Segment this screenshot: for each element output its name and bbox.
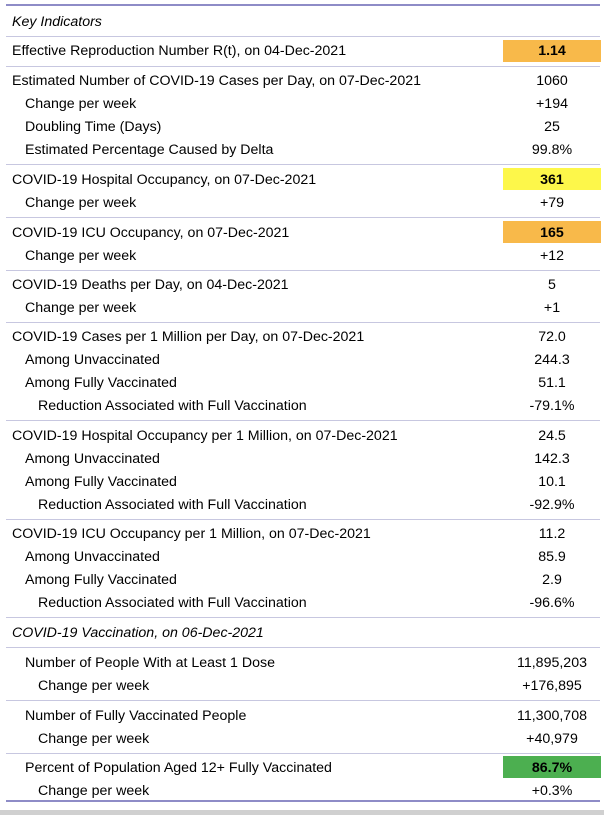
row-value: -92.9% xyxy=(529,497,575,513)
row-label: COVID-19 Hospital Occupancy, on 07-Dec-2021 xyxy=(12,172,317,188)
row-value: 10.1 xyxy=(538,474,566,490)
row-label: Change per week xyxy=(38,731,150,747)
row-value: 1060 xyxy=(536,73,568,89)
divider xyxy=(6,164,600,165)
row-label: Among Unvaccinated xyxy=(25,352,160,368)
row-value: 142.3 xyxy=(534,451,570,467)
row-value: 99.8% xyxy=(531,142,573,158)
row-value: 72.0 xyxy=(538,329,566,345)
row-label: Reduction Associated with Full Vaccination xyxy=(38,398,307,414)
window-bottom-edge xyxy=(0,810,604,815)
divider xyxy=(6,647,600,648)
row-label: COVID-19 Deaths per Day, on 04-Dec-2021 xyxy=(12,277,289,293)
bottom-rule xyxy=(6,800,600,802)
row-value: 1.14 xyxy=(538,43,566,59)
row-value: 86.7% xyxy=(531,760,573,776)
row-value: 361 xyxy=(540,172,564,188)
row-label: Estimated Number of COVID-19 Cases per Day, on 07-Dec-2021 xyxy=(12,73,421,89)
row-value: 11.2 xyxy=(538,526,566,542)
divider xyxy=(6,217,600,218)
top-rule xyxy=(6,4,600,6)
row-value: +194 xyxy=(536,96,568,112)
row-value: 2.9 xyxy=(542,572,562,588)
row-value: 11,300,708 xyxy=(517,708,587,724)
row-value: 25 xyxy=(544,119,560,135)
divider xyxy=(6,270,600,271)
row-value: 244.3 xyxy=(534,352,570,368)
divider xyxy=(6,753,600,754)
row-value: -79.1% xyxy=(529,398,575,414)
row-label: Number of People With at Least 1 Dose xyxy=(25,655,275,671)
row-label: Doubling Time (Days) xyxy=(25,119,162,135)
divider xyxy=(6,519,600,520)
row-value: +40,979 xyxy=(526,731,578,747)
row-value: 51.1 xyxy=(538,375,566,391)
row-label: Among Fully Vaccinated xyxy=(25,572,177,588)
row-label: Effective Reproduction Number R(t), on 04-Dec-2021 xyxy=(12,43,347,59)
row-label: Change per week xyxy=(25,195,137,211)
row-value: 5 xyxy=(548,277,556,293)
row-value: 24.5 xyxy=(538,428,566,444)
row-label: COVID-19 Hospital Occupancy per 1 Million, on 07-Dec-2021 xyxy=(12,428,398,444)
divider xyxy=(6,700,600,701)
divider xyxy=(6,420,600,421)
row-label: Change per week xyxy=(38,783,150,799)
row-label: Among Unvaccinated xyxy=(25,549,160,565)
row-label: COVID-19 ICU Occupancy per 1 Million, on 07-Dec-2021 xyxy=(12,526,371,542)
row-value: +0.3% xyxy=(531,783,573,799)
row-label: Change per week xyxy=(25,96,137,112)
row-value: -96.6% xyxy=(529,595,575,611)
row-label: Change per week xyxy=(25,248,137,264)
row-label: Reduction Associated with Full Vaccination xyxy=(38,497,307,513)
divider xyxy=(6,617,600,618)
row-label: Change per week xyxy=(38,678,150,694)
row-label: Among Fully Vaccinated xyxy=(25,474,177,490)
row-label: Estimated Percentage Caused by Delta xyxy=(25,142,274,158)
row-value: +79 xyxy=(539,195,565,211)
row-label: Percent of Population Aged 12+ Fully Vaccinated xyxy=(25,760,332,776)
divider xyxy=(6,66,600,67)
divider xyxy=(6,322,600,323)
row-label: Among Unvaccinated xyxy=(25,451,160,467)
row-value: 165 xyxy=(540,225,564,241)
row-label: COVID-19 ICU Occupancy, on 07-Dec-2021 xyxy=(12,225,290,241)
row-value: +176,895 xyxy=(522,678,582,694)
row-value: +12 xyxy=(539,248,565,264)
table-title: Key Indicators xyxy=(12,14,102,30)
row-label: COVID-19 Cases per 1 Million per Day, on 07-Dec-2021 xyxy=(12,329,365,345)
row-label: Among Fully Vaccinated xyxy=(25,375,177,391)
row-value: 85.9 xyxy=(538,549,566,565)
divider xyxy=(6,36,600,37)
row-label: Reduction Associated with Full Vaccination xyxy=(38,595,307,611)
row-label: Number of Fully Vaccinated People xyxy=(25,708,247,724)
row-label: Change per week xyxy=(25,300,137,316)
section-heading: COVID-19 Vaccination, on 06-Dec-2021 xyxy=(12,625,264,641)
row-value: +1 xyxy=(543,300,561,316)
row-value: 11,895,203 xyxy=(517,655,587,671)
